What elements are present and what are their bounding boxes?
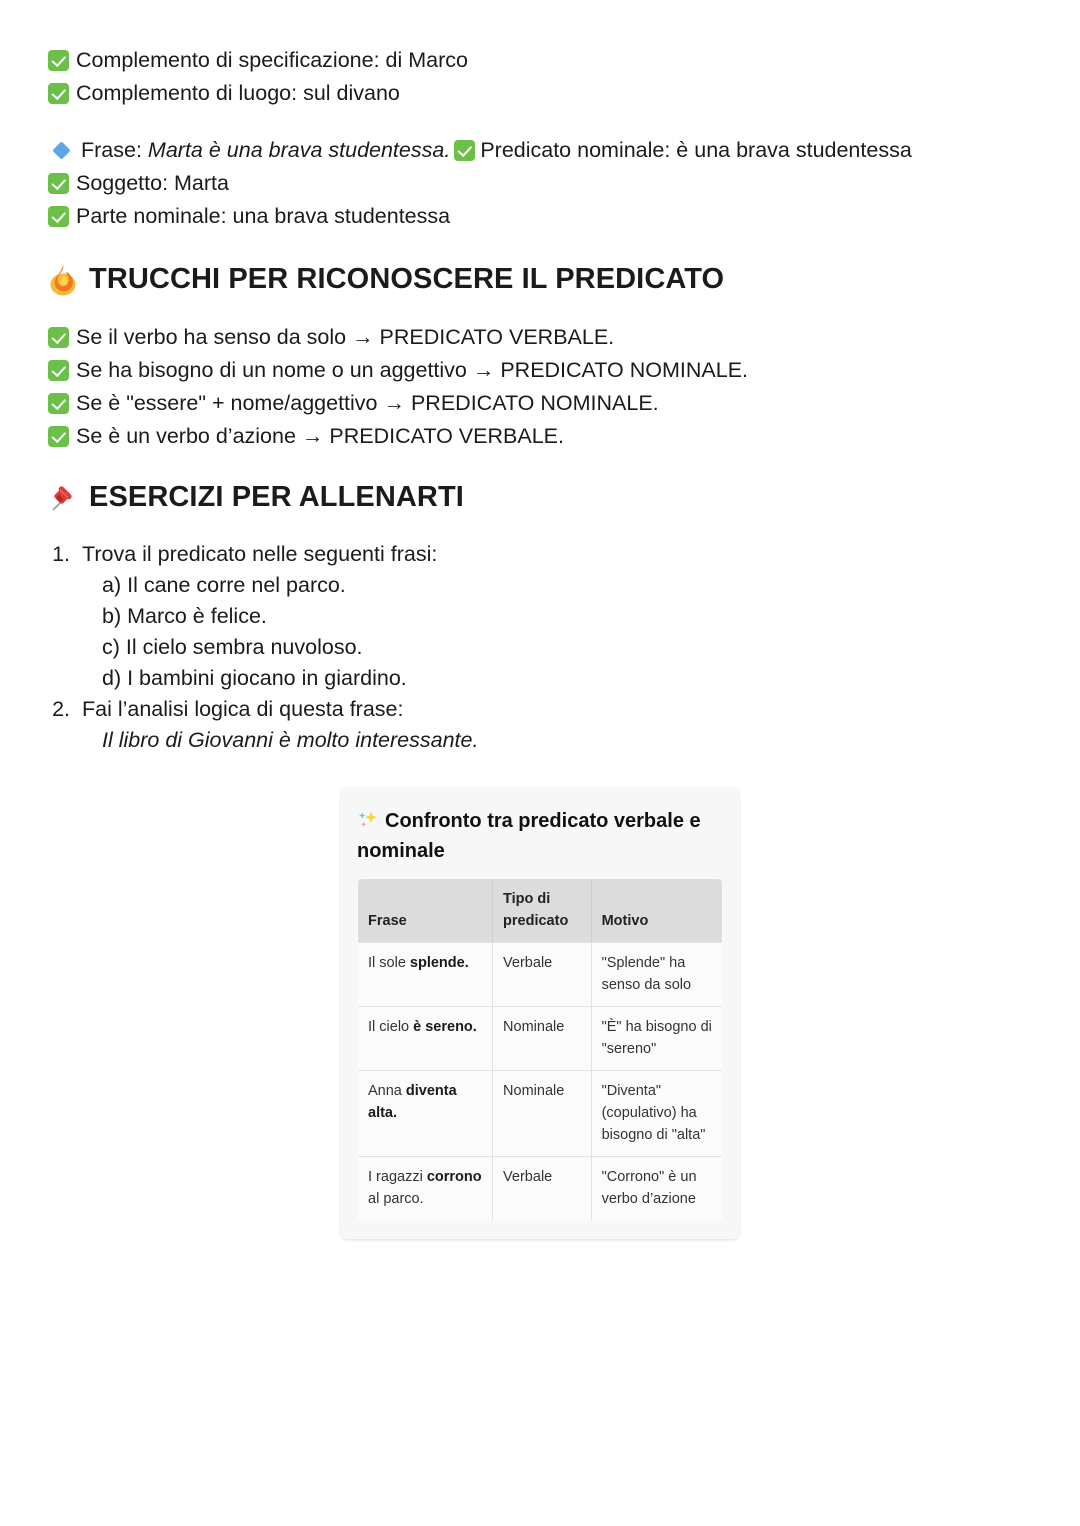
exercise-subitem: d) I bambini giocano in giardino. — [102, 666, 407, 690]
phrase-example-block — [48, 134, 1032, 233]
comparison-card-title-text: Confronto tra predicato verbale e nominale — [357, 810, 701, 862]
cell-tipo: Verbale — [493, 1157, 592, 1221]
frase-plain: Anna — [368, 1083, 406, 1099]
frase-plain: I ragazzi — [368, 1169, 427, 1185]
cell-frase — [358, 1071, 493, 1157]
cell-frase — [358, 1007, 493, 1071]
list-item — [48, 167, 1032, 200]
column-header-motivo: Motivo — [591, 879, 722, 943]
comparison-card-title — [357, 806, 723, 866]
tricks-list — [48, 321, 1032, 453]
spacer — [48, 299, 1032, 321]
list-item — [48, 321, 1032, 354]
list-item-label: Parte nominale: una brava studentessa — [76, 204, 451, 228]
frase-plain: Il sole — [368, 955, 410, 971]
section-heading-tricks — [48, 259, 1032, 299]
section-heading-exercises-label: ESERCIZI PER ALLENARTI — [89, 481, 464, 513]
exercise-prompt: Trova il predicato nelle seguenti frasi: — [82, 542, 438, 566]
list-item-label: Se è un verbo d’azione → PREDICATO VERBALE. — [76, 424, 564, 448]
cell-motivo: "Splende" ha senso da solo — [591, 943, 722, 1007]
exercise-number: 2. — [52, 697, 70, 721]
comparison-card — [341, 788, 739, 1239]
check-icon — [48, 50, 69, 71]
frase-bold: diventa alta. — [368, 1083, 457, 1121]
list-item-label: Complemento di specificazione: di Marco — [76, 48, 468, 72]
phrase-line — [48, 134, 1032, 167]
check-icon — [48, 206, 69, 227]
pushpin-emoji — [48, 481, 78, 514]
spacer — [48, 110, 1032, 134]
list-item-label: Se ha bisogno di un nome o un aggettivo → PREDICATO NOMINALE. — [76, 358, 749, 382]
spacer — [48, 233, 1032, 259]
fire-emoji — [48, 263, 78, 296]
exercise-body — [82, 539, 1032, 694]
list-item — [48, 420, 1032, 453]
list-item — [48, 77, 1032, 110]
cell-tipo: Nominale — [493, 1007, 592, 1071]
table-row — [358, 943, 723, 1007]
list-item — [48, 44, 1032, 77]
exercise-prompt: Fai l’analisi logica di questa frase: — [82, 697, 404, 721]
check-icon — [48, 360, 69, 381]
check-icon — [48, 83, 69, 104]
table-row — [358, 1157, 723, 1221]
cell-motivo: "Diventa" (copulativo) ha bisogno di "alta" — [591, 1071, 722, 1157]
list-item-label: Se è "essere" + nome/aggettivo → PREDICATO NOMINALE. — [76, 391, 659, 415]
spacer — [48, 453, 1032, 477]
check-icon — [454, 140, 475, 161]
list-item-label: Complemento di luogo: sul divano — [76, 81, 400, 105]
comparison-table — [357, 878, 723, 1221]
check-icon — [48, 393, 69, 414]
list-item — [48, 539, 1032, 694]
complement-list — [48, 44, 1032, 110]
phrase-inline-text: Predicato nominale: è una brava studentessa — [480, 138, 912, 162]
table-row — [358, 1007, 723, 1071]
table-row — [358, 1071, 723, 1157]
exercise-subitem: a) Il cane corre nel parco. — [102, 573, 346, 597]
frase-plain: Il cielo — [368, 1019, 414, 1035]
list-item-label: Se il verbo ha senso da solo → PREDICATO VERBALE. — [76, 325, 615, 349]
cell-motivo: "Corrono" è un verbo d’azione — [591, 1157, 722, 1221]
section-heading-tricks-label: TRUCCHI PER RICONOSCERE IL PREDICATO — [89, 263, 725, 295]
sparkles-emoji — [357, 809, 379, 831]
check-icon — [48, 327, 69, 348]
diamond-bullet-icon — [52, 141, 70, 159]
table-header-row — [358, 879, 723, 943]
exercise-subitem: b) Marco è felice. — [102, 604, 267, 628]
list-item — [48, 694, 1032, 756]
exercise-number: 1. — [52, 542, 70, 566]
phrase-line-text — [81, 134, 1032, 167]
list-item-label: Soggetto: Marta — [76, 171, 229, 195]
frase-bold: corrono — [426, 1169, 482, 1185]
list-item — [48, 354, 1032, 387]
cell-motivo: "È" ha bisogno di "sereno" — [591, 1007, 722, 1071]
check-icon — [48, 426, 69, 447]
list-item — [48, 387, 1032, 420]
frase-bold: è sereno. — [413, 1019, 477, 1035]
cell-tipo: Nominale — [493, 1071, 592, 1157]
phrase-label: Frase: — [81, 138, 142, 162]
frase-tail: al parco. — [368, 1191, 424, 1207]
exercise-italic-line: Il libro di Giovanni è molto interessante. — [102, 728, 479, 752]
list-item — [48, 200, 1032, 233]
exercise-body — [82, 694, 1032, 756]
exercise-list — [48, 539, 1032, 756]
frase-bold: splende. — [409, 955, 469, 971]
cell-frase — [358, 943, 493, 1007]
comparison-card-wrapper — [48, 788, 1032, 1239]
cell-tipo: Verbale — [493, 943, 592, 1007]
column-header-tipo: Tipo di predicato — [493, 879, 592, 943]
column-header-frase: Frase — [358, 879, 493, 943]
cell-frase — [358, 1157, 493, 1221]
check-icon — [48, 173, 69, 194]
spacer — [48, 517, 1032, 539]
phrase-italic: Marta è una brava studentessa. — [147, 138, 451, 162]
exercise-subitem: c) Il cielo sembra nuvoloso. — [102, 635, 363, 659]
section-heading-exercises — [48, 477, 1032, 517]
